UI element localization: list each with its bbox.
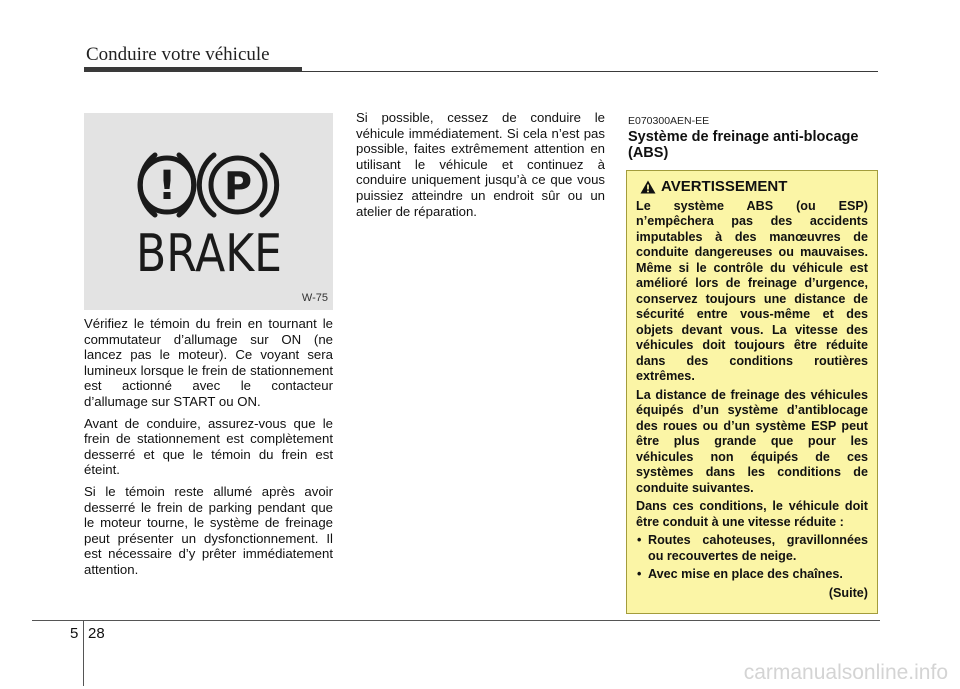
- warning-list-item: • Avec mise en place des chaînes.: [636, 567, 868, 583]
- header-rule: [84, 71, 878, 72]
- paragraph: Si possible, cessez de conduire le véhicule immédiatement. Si cela n’est pas possible, faites extrêmement attention en utilisant le véhicule et continuez à conduire uniquement jusqu’à ce que vous puissiez atteindre un endroit sûr ou un atelier de réparation.: [356, 110, 605, 219]
- warning-paragraph: Dans ces conditions, le véhicule doit être conduit à une vitesse réduite :: [636, 499, 868, 529]
- footer-divider: [83, 620, 84, 686]
- footer-rule: [32, 620, 880, 621]
- page-header-title: Conduire votre véhicule: [86, 44, 270, 65]
- warning-heading: [636, 179, 868, 195]
- watermark: carmanualsonline.info: [743, 661, 948, 684]
- page-number: 28: [88, 625, 105, 642]
- warning-list-item: • Routes cahoteuses, gravillonnées ou recouvertes de neige.: [636, 533, 868, 564]
- warning-list: [636, 533, 868, 583]
- left-column: [84, 316, 333, 584]
- figure-code: W-75: [301, 292, 328, 304]
- paragraph: Avant de conduire, assurez-vous que le frein de stationnement est complètement desserré et que le témoin du frein est éteint.: [84, 415, 333, 478]
- warning-paragraph: Le système ABS (ou ESP) n’empêchera pas des accidents imputables à des manœuvres de conduite dangereuses ou mauvaises. Même si le contrôle du véhicule est amélioré lors de freinage d’urgence, conservez toujours une distance de sécurité entre vous-même et des objets devant vous. La vitesse des véhicules doit toujours être réduite dans des conditions routières extrêmes.: [636, 198, 868, 383]
- middle-column: [356, 110, 605, 225]
- chapter-number: 5: [70, 625, 79, 642]
- paragraph: Vérifiez le témoin du frein en tournant le commutateur d’allumage sur ON (ne lancez pas le moteur). Ce voyant sera lumineux lorsque le frein de stationnement est actionné avec le contacteur d’allumage sur START ou ON.: [84, 316, 333, 409]
- brake-warning-light-icon: [84, 113, 333, 310]
- brake-text: BRAKE: [136, 224, 282, 284]
- warning-box: [626, 170, 878, 614]
- warning-paragraph: La distance de freinage des véhicules équipés d’un système d’antiblocage des roues ou d’un système ESP peut être plus grande que pour les véhicules non équipés de ces systèmes dans les conditions de conduite suivantes.: [636, 387, 868, 495]
- continued-label: (Suite): [828, 585, 868, 600]
- parking-p-glyph: P: [224, 164, 252, 208]
- exclaim-glyph: !: [157, 163, 177, 209]
- section-code: E070300AEN-EE: [628, 115, 710, 127]
- paragraph: Si le témoin reste allumé après avoir desserré le frein de parking pendant que le moteur tourne, le système de freinage peut présenter un dysfonctionnement. Il est nécessaire d’y prêter immédiatement attention.: [84, 483, 333, 577]
- warning-heading-text: AVERTISSEMENT: [661, 178, 788, 195]
- warning-triangle-icon: [640, 180, 656, 194]
- section-title: Système de freinage anti-blocage (ABS): [628, 129, 859, 161]
- brake-warning-figure: [84, 113, 333, 310]
